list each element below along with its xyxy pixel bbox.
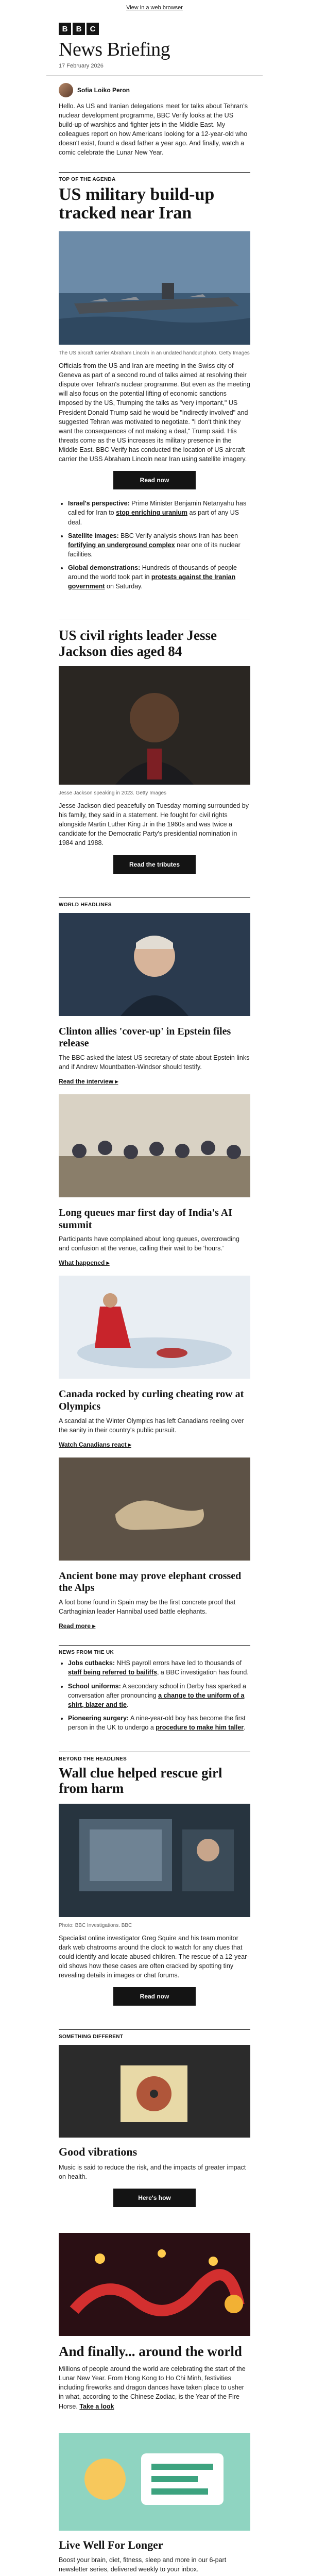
image-caption: Jesse Jackson speaking in 2023. Getty Images xyxy=(59,790,167,796)
author-row xyxy=(59,83,250,97)
image-caption: The US aircraft carrier Abraham Lincoln in an undated handout photo. Getty Images xyxy=(59,350,250,356)
something-different-section xyxy=(46,2022,263,2224)
inline-link[interactable]: fortifying an underground complex xyxy=(68,541,175,549)
author-name: Sofia Loiko Peron xyxy=(77,86,130,94)
curling-image[interactable] xyxy=(59,1276,250,1379)
email-column xyxy=(46,15,263,2576)
and-finally-text: Millions of people around the world are celebrating the start of the Lunar New Year. From Hong Kong to Ho Chi Minh, festivities including fireworks and dragon dances have taken place to usher in what, according to the Chinese Zodiac, is the Year of the Fire Horse. Take a look xyxy=(59,2365,246,2410)
list-item: • Satellite images: BBC Verify analysis shows Iran has been fortifying an underground complex near one of its nuclear facilities. xyxy=(68,531,250,559)
jackson-section xyxy=(46,603,263,890)
ancient-bone-image[interactable] xyxy=(59,1458,250,1561)
section-kicker: SOMETHING DIFFERENT xyxy=(59,2029,250,2040)
story-summary: The BBC asked the latest US secretary of state about Epstein links and if Andrew Mountbatten-Windsor should testify. xyxy=(59,1054,250,1071)
something-different-text: Music is said to reduce the risk, and the impacts of greater impact on health. xyxy=(59,2163,246,2180)
world-headlines-section xyxy=(46,890,263,1638)
masthead xyxy=(46,15,263,76)
lunar-new-year-image[interactable] xyxy=(59,2233,250,2336)
good-vibrations-image[interactable] xyxy=(59,2045,250,2138)
list-item: • Global demonstrations: Hundreds of thousands of people around the world took part in protests against the Iranian government on Saturday. xyxy=(68,563,250,591)
top-story-body: Officials from the US and Iran are meeting in the Swiss city of Geneva as part of a second round of talks aimed at resolving their dispute over Tehran's nuclear programme. But even as the meeting will also focus on the potential lifting of economic sanctions imposed by the US, Trumping the talks as "very important," US President Donald Trump said he would be "indirectly involved" and suggested Tehran was motivated to negotiate. "I don't think they want the consequences of not making a deal," Trump said. His threats come as the US increases its military presence in the Middle East. BBC Verify has conducted the location of US aircraft carrier the USS Abraham Lincoln near Iran using satellite imagery. xyxy=(59,362,250,463)
and-finally-section xyxy=(46,2224,263,2424)
story-headline[interactable]: Ancient bone may prove elephant crossed the Alps xyxy=(59,1570,242,1594)
list-item: • Jobs cutbacks: NHS payroll errors have led to thousands of staff being referred to bailiffs, a BBC investigation has found. xyxy=(68,1658,250,1677)
beyond-body: Specialist online investigator Greg Squire and his team monitor dark web chatrooms around the clock to watch for any clues that could identify and locate abused children. The rescue of a 12-year-old shows how these cases are often cracked by spotting tiny revealing details in images or chat forums. xyxy=(59,1934,249,1979)
beyond-headline: Wall clue helped rescue girl from harm xyxy=(59,1765,222,1797)
top-story-section xyxy=(46,170,263,604)
story-headline[interactable]: Canada rocked by curling cheating row at Olympics xyxy=(59,1388,244,1413)
india-ai-summit-image[interactable] xyxy=(59,1094,250,1197)
clinton-image[interactable] xyxy=(59,913,250,1016)
section-kicker: BEYOND THE HEADLINES xyxy=(59,1752,250,1762)
read-tributes-button[interactable]: Read the tributes xyxy=(113,855,196,874)
inline-link[interactable]: staff being referred to bailiffs xyxy=(68,1669,157,1676)
read-now-button[interactable]: Read now xyxy=(113,1987,196,2006)
story-link[interactable]: Watch Canadians react ▸ xyxy=(59,1440,131,1448)
something-different-title: Good vibrations xyxy=(59,2145,138,2159)
heres-how-button[interactable]: Here's how xyxy=(113,2189,196,2207)
wall-clue-image[interactable] xyxy=(59,1804,250,1917)
and-finally-headline: And finally... around the world xyxy=(59,2343,242,2359)
uk-bullets xyxy=(59,1658,250,1732)
live-well-title: Live Well For Longer xyxy=(59,2538,163,2551)
list-item: • School uniforms: A secondary school in Derby has sparked a conversation after pronouncing a change to the uniform of a shirt, blazer and tie. xyxy=(68,1682,250,1709)
inline-link[interactable]: stop enriching uranium xyxy=(116,509,188,517)
inline-link[interactable]: protests against the Iranian government xyxy=(68,573,236,590)
uk-news-section xyxy=(46,1638,263,1744)
story-summary: Participants have complained about long queues, overcrowding and confusion at the venue, calling their wait to be 'hours.' xyxy=(59,1235,239,1252)
jesse-jackson-image[interactable] xyxy=(59,666,250,785)
story-headline[interactable]: Clinton allies 'cover-up' in Epstein files release xyxy=(59,1025,231,1049)
newsletter-date: 17 February 2026 xyxy=(59,62,104,69)
section-kicker: WORLD HEADLINES xyxy=(59,897,250,908)
jackson-body: Jesse Jackson died peacefully on Tuesday morning surrounded by his family, they said in a statement. He fought for civil rights alongside Martin Luther King Jr in the 1960s and was twice a candidate for the Democratic Party's presidential nomination in 1984 and 1988. xyxy=(59,802,249,847)
top-story-headline: US military build-up tracked near Iran xyxy=(59,184,215,223)
intro-section xyxy=(46,76,263,170)
intro-text: Hello. As US and Iranian delegations meet for talks about Tehran's nuclear development programme, BBC Verify looks at the US build-up of warships and fighter jets in the Middle East. My colleagues report on how Americans looking for a 12-year-old who doesn't exist, found a dead father a year ago. And finally, watch a comic celebrate the Lunar New Year. xyxy=(59,102,248,157)
list-item: • Israel's perspective: Prime Minister Benjamin Netanyahu has called for Iran to stop enriching uranium as part of any US deal. xyxy=(68,499,250,527)
bbc-logo: B B C xyxy=(59,23,250,35)
live-well-text: Boost your brain, diet, fitness, sleep and more in our 6-part newsletter series, delivered weekly to your inbox. xyxy=(59,2556,227,2573)
beyond-headlines-section xyxy=(46,1744,263,2022)
newsletter-title: News Briefing xyxy=(59,39,170,60)
inline-link[interactable]: Take a look xyxy=(79,2402,114,2410)
list-item: • Pioneering surgery: A nine-year-old boy has become the first person in the UK to undergo a procedure to make him taller. xyxy=(68,1714,250,1732)
read-now-button[interactable]: Read now xyxy=(113,471,196,489)
story-link[interactable]: Read more ▸ xyxy=(59,1622,96,1630)
live-well-section xyxy=(46,2424,263,2576)
story-link[interactable]: Read the interview ▸ xyxy=(59,1078,118,1086)
inline-link[interactable]: a change to the uniform of a shirt, blazer and tie xyxy=(68,1691,245,1708)
aircraft-carrier-image[interactable] xyxy=(59,231,250,345)
section-kicker: NEWS FROM THE UK xyxy=(59,1645,250,1655)
inline-link[interactable]: procedure to make him taller xyxy=(156,1724,244,1732)
image-caption: Photo: BBC Investigations. BBC xyxy=(59,1922,132,1928)
view-in-browser-link[interactable]: View in a web browser xyxy=(126,5,183,11)
story-headline[interactable]: Long queues mar first day of India's AI summit xyxy=(59,1207,232,1231)
author-avatar xyxy=(59,83,73,97)
story-summary: A foot bone found in Spain may be the first concrete proof that Carthaginian leader Hannibal used battle elephants. xyxy=(59,1599,236,1616)
top-bar xyxy=(0,0,309,15)
jackson-headline: US civil rights leader Jesse Jackson dies aged 84 xyxy=(59,628,217,659)
live-well-image[interactable] xyxy=(59,2433,250,2531)
story-summary: A scandal at the Winter Olympics has left Canadians reeling over the sanity in their country's public pursuit. xyxy=(59,1417,244,1434)
top-story-bullets xyxy=(59,499,250,591)
section-kicker: TOP OF THE AGENDA xyxy=(59,172,250,182)
story-link[interactable]: What happened ▸ xyxy=(59,1259,110,1267)
